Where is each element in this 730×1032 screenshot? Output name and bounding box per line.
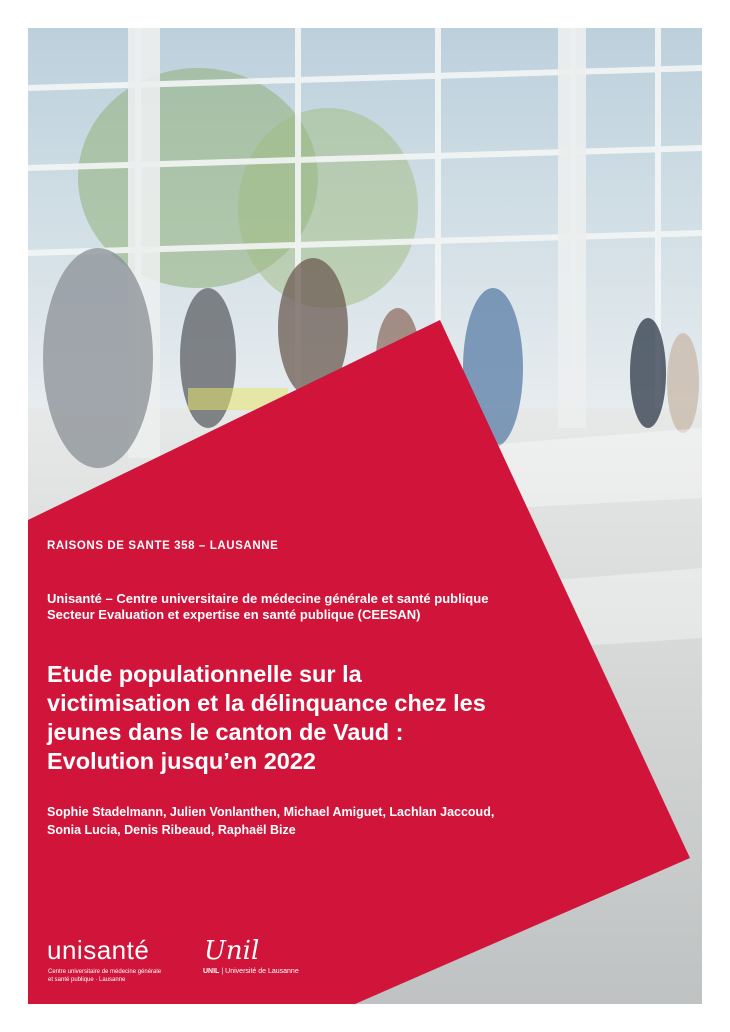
unil-logo-subtitle <box>203 968 299 975</box>
institution-block <box>47 591 488 623</box>
title-line: victimisation et la délinquance chez les <box>47 690 486 716</box>
series-label: RAISONS DE SANTE 358 – LAUSANNE <box>47 540 279 552</box>
department-line: Secteur Evaluation et expertise en santé publique (CEESAN) <box>47 607 421 622</box>
unil-abbr: UNIL <box>203 968 220 975</box>
title-line: Evolution jusqu’en 2022 <box>47 748 316 774</box>
institution-line: Unisanté – Centre universitaire de médecine générale et santé publique <box>47 591 489 606</box>
authors-line: Sonia Lucia, Denis Ribeaud, Raphaël Bize <box>47 823 296 837</box>
unisante-sub-line: et santé publique · Lausanne <box>48 977 126 983</box>
unisante-logo-subtitle <box>48 968 161 984</box>
report-title <box>47 660 607 776</box>
unil-fullname: Université de Lausanne <box>225 968 299 975</box>
unil-logo: Unil <box>204 936 260 966</box>
unil-separator: | <box>221 968 224 975</box>
title-line: jeunes dans le canton de Vaud : <box>47 719 404 745</box>
title-line: Etude populationnelle sur la <box>47 661 362 687</box>
unisante-sub-line: Centre universitaire de médecine générale <box>48 969 162 975</box>
authors-list <box>47 803 607 839</box>
unisante-logo: unisanté <box>47 935 150 965</box>
authors-line: Sophie Stadelmann, Julien Vonlanthen, Michael Amiguet, Lachlan Jaccoud, <box>47 805 495 819</box>
